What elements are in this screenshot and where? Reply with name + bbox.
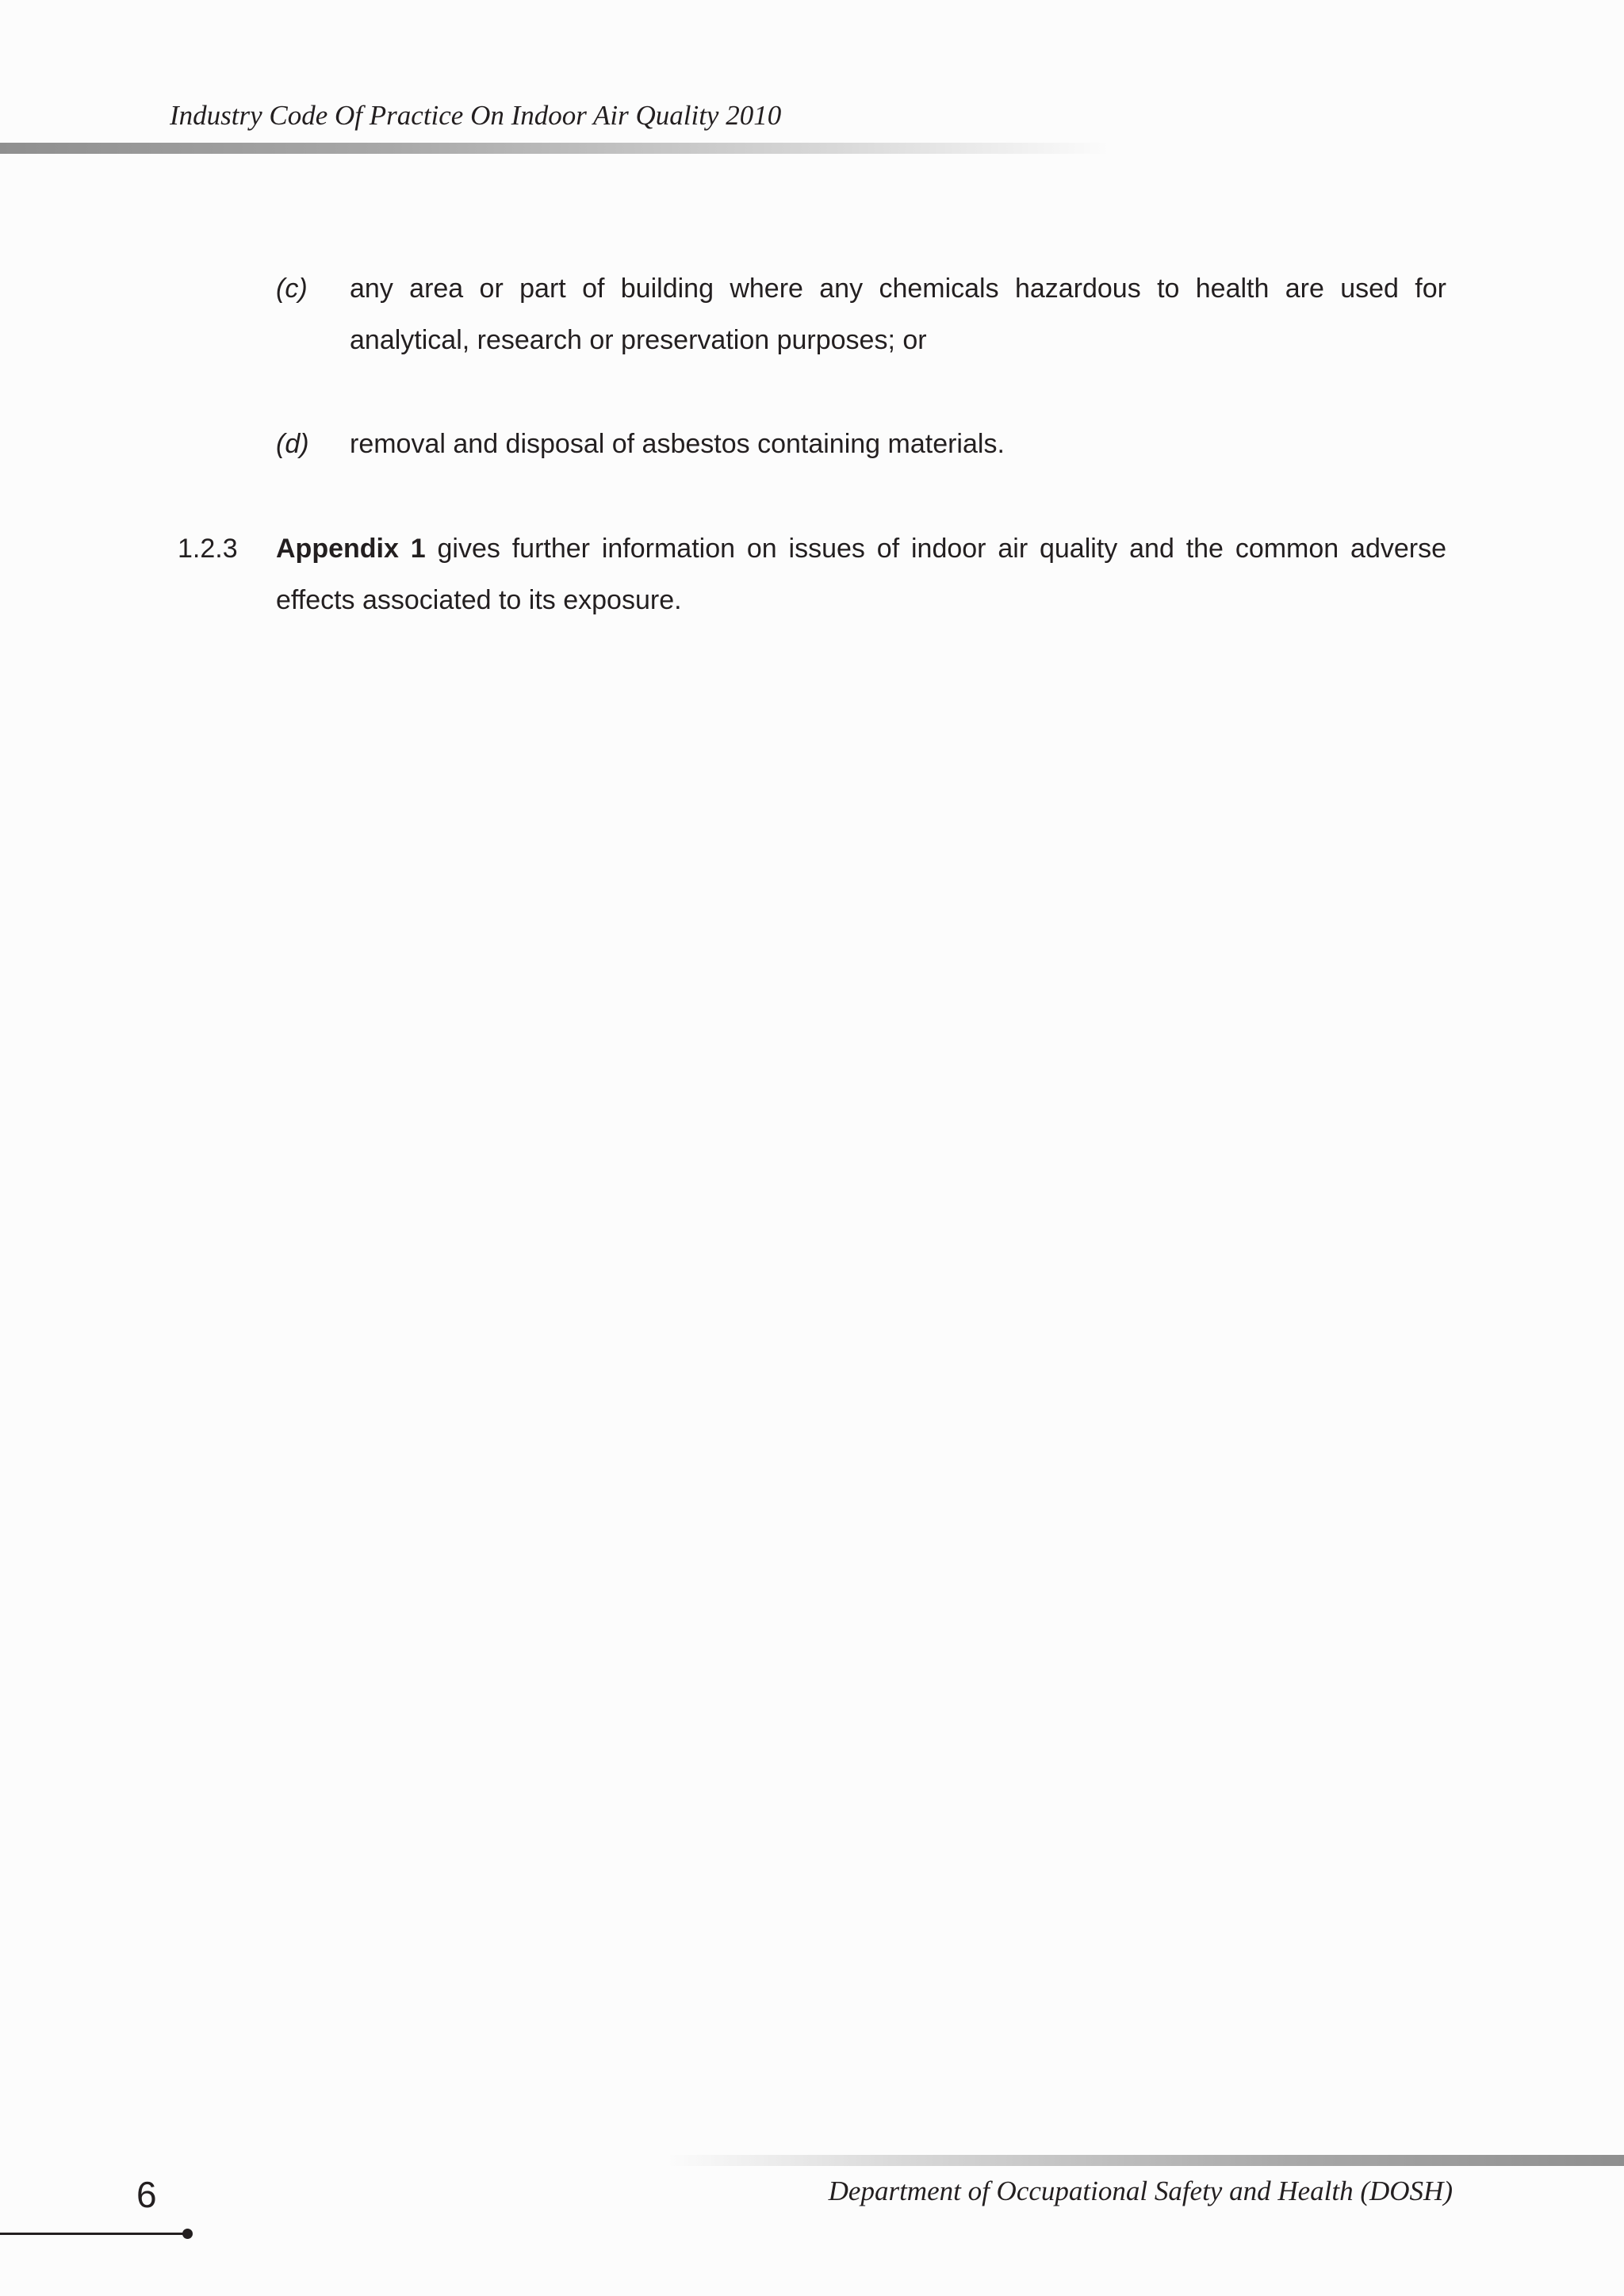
item-d-label: (d) [276,429,309,459]
department-name: Department of Occupational Safety and Health (DOSH) [828,2175,1453,2206]
section-1-2-3-paragraph [276,523,1446,626]
document-title: Industry Code Of Practice On Indoor Air Quality 2010 [170,100,782,131]
page-number-rule-dot [182,2229,193,2239]
header-divider-bar [0,143,1110,154]
section-1-2-3-text: gives further information on issues of indoor air quality and the common adverse effects associated to its exposure. [276,534,1447,615]
page-number-rule [0,2233,187,2235]
item-c-label: (c) [276,274,308,304]
section-number: 1.2.3 [178,534,238,564]
page-number: 6 [136,2174,157,2215]
footer-divider-bar [666,2155,1624,2166]
item-d-text: removal and disposal of asbestos containing materials. [350,429,1005,459]
item-c-text: any area or part of building where any chemicals hazardous to health are used for analytical, research or preservation purposes; or [350,274,1446,355]
appendix-reference: Appendix 1 [276,534,426,564]
